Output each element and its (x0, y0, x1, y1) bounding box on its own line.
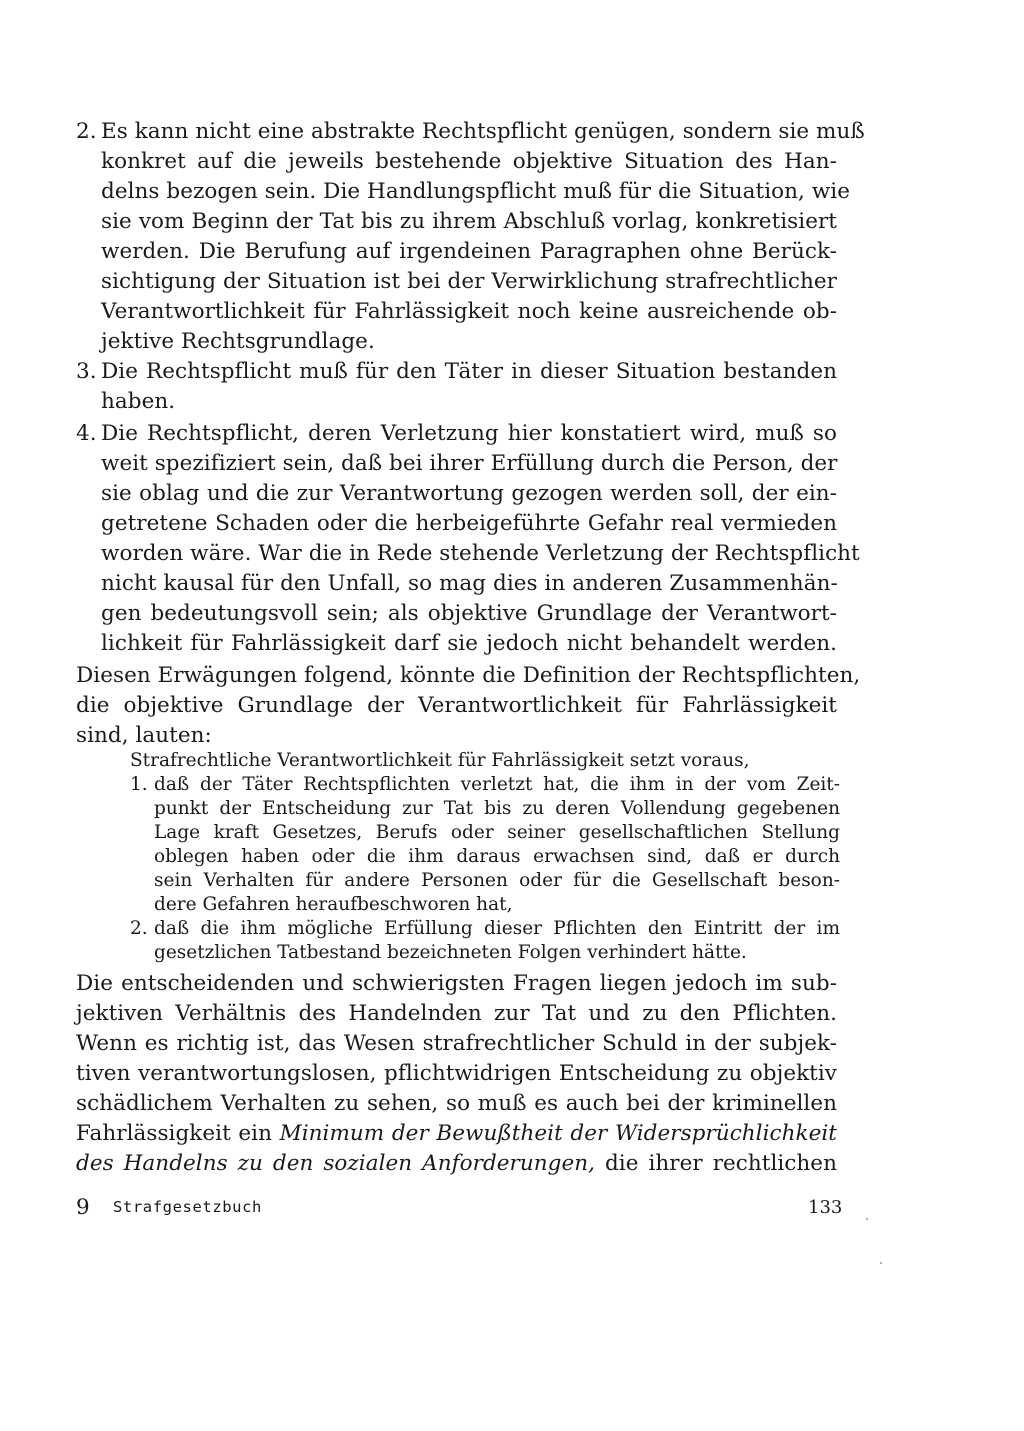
quote-intro: Strafrechtliche Verantwortlichkeit für Fahrlässigkeit setzt voraus, (130, 750, 750, 771)
text-line: sie vom Beginn der Tat bis zu ihrem Abschluß vorlag, konkretisiert (101, 209, 837, 234)
quote-line: oblegen haben oder die ihm daraus erwachsen sind, daß er durch (154, 846, 840, 867)
normal-text: die ihrer rechtlichen (595, 1151, 837, 1176)
quote-line: punkt der Entscheidung zur Tat bis zu deren Vollendung gegebenen (154, 798, 840, 819)
list-number: 3. (76, 359, 97, 384)
italic-emphasis: Minimum der Bewußtheit der Widersprüchlichkeit (279, 1121, 837, 1146)
text-line: tiven verantwortungslosen, pflichtwidrigen Entscheidung zu objektiv (76, 1061, 837, 1086)
italic-emphasis: des Handelns zu den sozialen Anforderungen, (76, 1151, 596, 1176)
quote-line: dere Gefahren heraufbeschworen hat, (154, 894, 513, 915)
speck (880, 1262, 882, 1264)
list-number: 2. (76, 119, 97, 144)
text-line: haben. (101, 389, 176, 414)
text-line: konkret auf die jeweils bestehende objektive Situation des Han- (101, 149, 837, 174)
speck (866, 1218, 868, 1220)
text-line: Wenn es richtig ist, das Wesen strafrechtlicher Schuld in der subjek- (76, 1031, 837, 1056)
text-line: sichtigung der Situation ist bei der Verwirklichung strafrechtlicher (101, 269, 837, 294)
text-line: delns bezogen sein. Die Handlungspflicht muß für die Situation, wie (101, 179, 850, 204)
page-number: 133 (808, 1197, 843, 1218)
text-line: Die Rechtspflicht muß für den Täter in dieser Situation bestanden (101, 359, 837, 384)
text-line: gen bedeutungsvoll sein; als objektive Grundlage der Verantwort- (101, 601, 837, 626)
text-line: sie oblag und die zur Verantwortung gezogen werden soll, der ein- (101, 481, 837, 506)
text-line: nicht kausal für den Unfall, so mag dies in anderen Zusammenhän- (101, 571, 838, 596)
text-line: jektive Rechtsgrundlage. (101, 329, 375, 354)
list-number: 4. (76, 421, 97, 446)
text-line: Es kann nicht eine abstrakte Rechtspflicht genügen, sondern sie muß (101, 119, 865, 144)
quote-number: 2. (130, 918, 148, 939)
text-line-mixed (76, 1119, 837, 1149)
text-line: Die Rechtspflicht, deren Verletzung hier konstatiert wird, muß so (101, 421, 837, 446)
text-line: werden. Die Berufung auf irgendeinen Paragraphen ohne Berück- (101, 239, 837, 264)
text-line: lichkeit für Fahrlässigkeit darf sie jedoch nicht behandelt werden. (101, 631, 837, 656)
text-line: weit spezifiziert sein, daß bei ihrer Erfüllung durch die Person, der (101, 451, 838, 476)
text-line: Diesen Erwägungen folgend, könnte die Definition der Rechtspflichten, (76, 663, 861, 688)
normal-text: Fahrlässigkeit ein (76, 1121, 280, 1146)
text-line: Die entscheidenden und schwierigsten Fragen liegen jedoch im sub- (76, 971, 837, 996)
quote-line: daß die ihm mögliche Erfüllung dieser Pflichten den Eintritt der im (154, 918, 840, 939)
quote-line: gesetzlichen Tatbestand bezeichneten Folgen verhindert hätte. (154, 942, 747, 963)
quote-line: Lage kraft Gesetzes, Berufs oder seiner gesellschaftlichen Stellung (154, 822, 840, 843)
text-line: worden wäre. War die in Rede stehende Verletzung der Rechtspflicht (101, 541, 860, 566)
text-line: Verantwortlichkeit für Fahrlässigkeit noch keine ausreichende ob- (101, 299, 837, 324)
quote-number: 1. (130, 774, 148, 795)
text-line: jektiven Verhältnis des Handelnden zur Tat und zu den Pflichten. (76, 1001, 837, 1026)
quote-line: sein Verhalten für andere Personen oder für die Gesellschaft beson- (154, 870, 840, 891)
text-line: sind, lauten: (76, 723, 212, 748)
signature-mark: 9 (76, 1195, 90, 1220)
text-line: die objektive Grundlage der Verantwortlichkeit für Fahrlässigkeit (76, 693, 837, 718)
text-line: getretene Schaden oder die herbeigeführte Gefahr real vermieden (101, 511, 837, 536)
text-line: schädlichem Verhalten zu sehen, so muß es auch bei der kriminellen (76, 1091, 837, 1116)
text-line-mixed (76, 1149, 837, 1179)
quote-line: daß der Täter Rechtspflichten verletzt hat, die ihm in der vom Zeit- (154, 774, 840, 795)
book-title: Strafgesetzbuch (113, 1198, 262, 1216)
